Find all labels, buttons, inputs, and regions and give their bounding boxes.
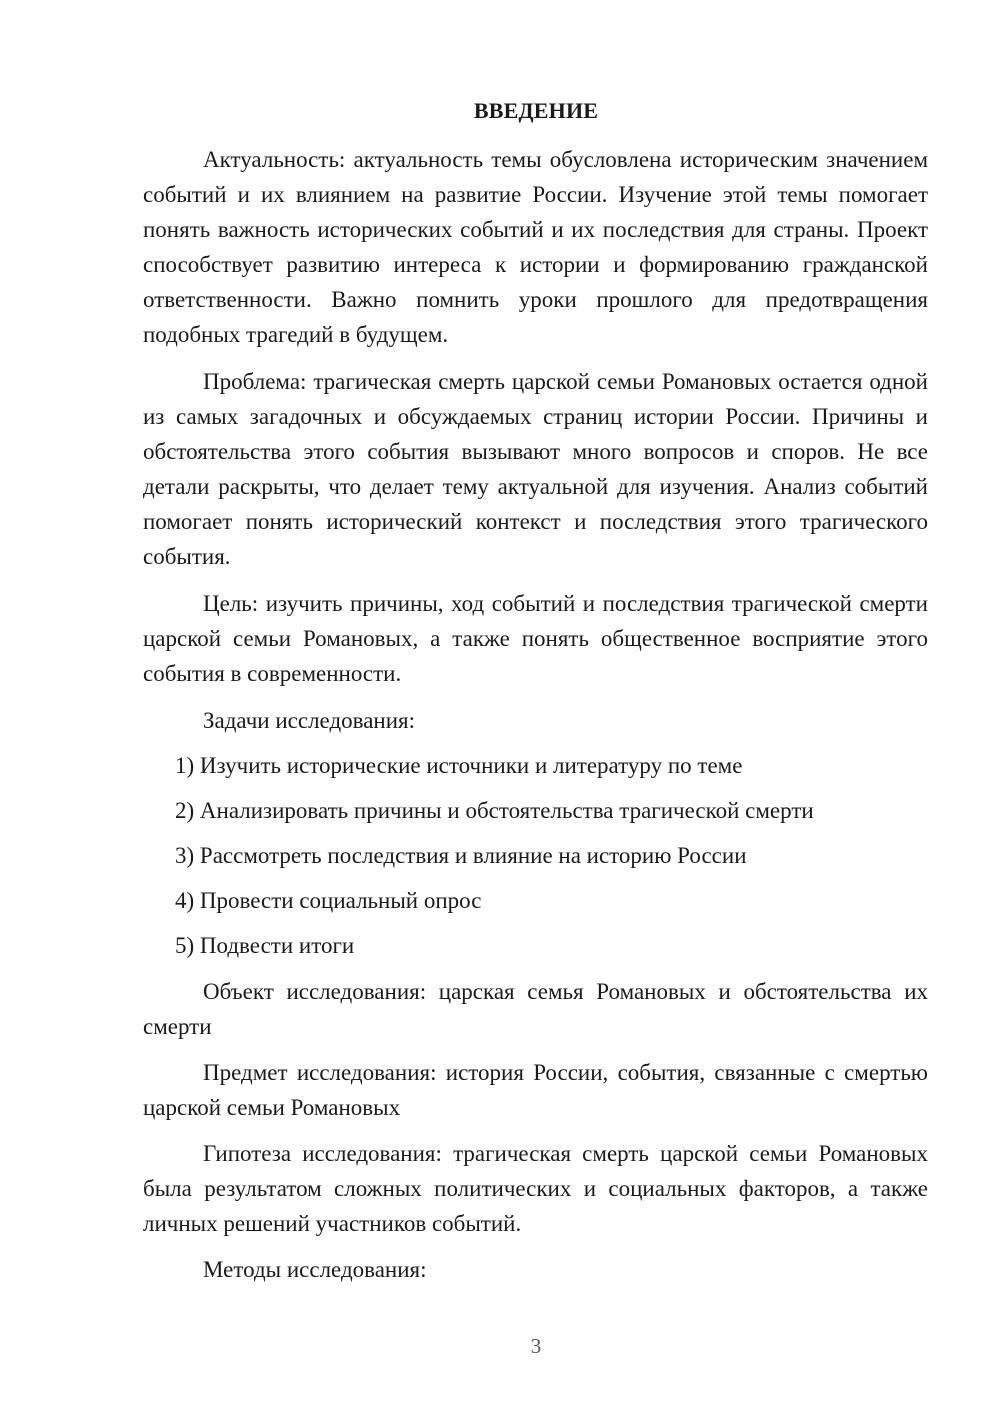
paragraph-subject: Предмет исследования: история России, события, связанные с смертью царской семьи Романовых <box>143 1060 928 1120</box>
paragraph-object: Объект исследования: царская семья Романовых и обстоятельства их смерти <box>143 979 928 1039</box>
paragraph-goal: Цель: изучить причины, ход событий и последствия трагической смерти царской семьи Романовых, а также понять общественное восприятие этого события в современности. <box>143 591 928 686</box>
page-title: ВВЕДЕНИЕ <box>473 98 599 123</box>
paragraph-relevance: Актуальность: актуальность темы обусловлена историческим значением событий и их влиянием на развитие России. Изучение этой темы помогает понять важность исторических событий и их последствия для страны. Проект способствует развитию интереса к истории и формированию гражданской ответственности. Важно помнить уроки прошлого для предотвращения подобных трагедий в будущем. <box>143 147 928 347</box>
list-item: 1) Изучить исторические источники и литературу по теме <box>175 753 743 778</box>
list-item: 5) Подвести итоги <box>175 933 355 958</box>
list-item: 4) Провести социальный опрос <box>175 888 482 913</box>
methods-heading: Методы исследования: <box>203 1257 427 1282</box>
list-item: 3) Рассмотреть последствия и влияние на историю России <box>175 843 747 868</box>
paragraph-problem: Проблема: трагическая смерть царской семьи Романовых остается одной из самых загадочных и обсуждаемых страниц истории России. Причины и обстоятельства этого события вызывают много вопросов и споров. Не все детали раскрыты, что делает тему актуальной для изучения. Анализ событий помогает понять исторический контекст и последствия этого трагического события. <box>143 369 928 569</box>
page-number: 3 <box>530 1334 542 1358</box>
list-item: 2) Анализировать причины и обстоятельства трагической смерти <box>175 798 814 823</box>
tasks-heading: Задачи исследования: <box>203 708 416 733</box>
paragraph-hypothesis: Гипотеза исследования: трагическая смерть царской семьи Романовых была результатом сложных политических и социальных факторов, а также личных решений участников событий. <box>143 1141 928 1236</box>
